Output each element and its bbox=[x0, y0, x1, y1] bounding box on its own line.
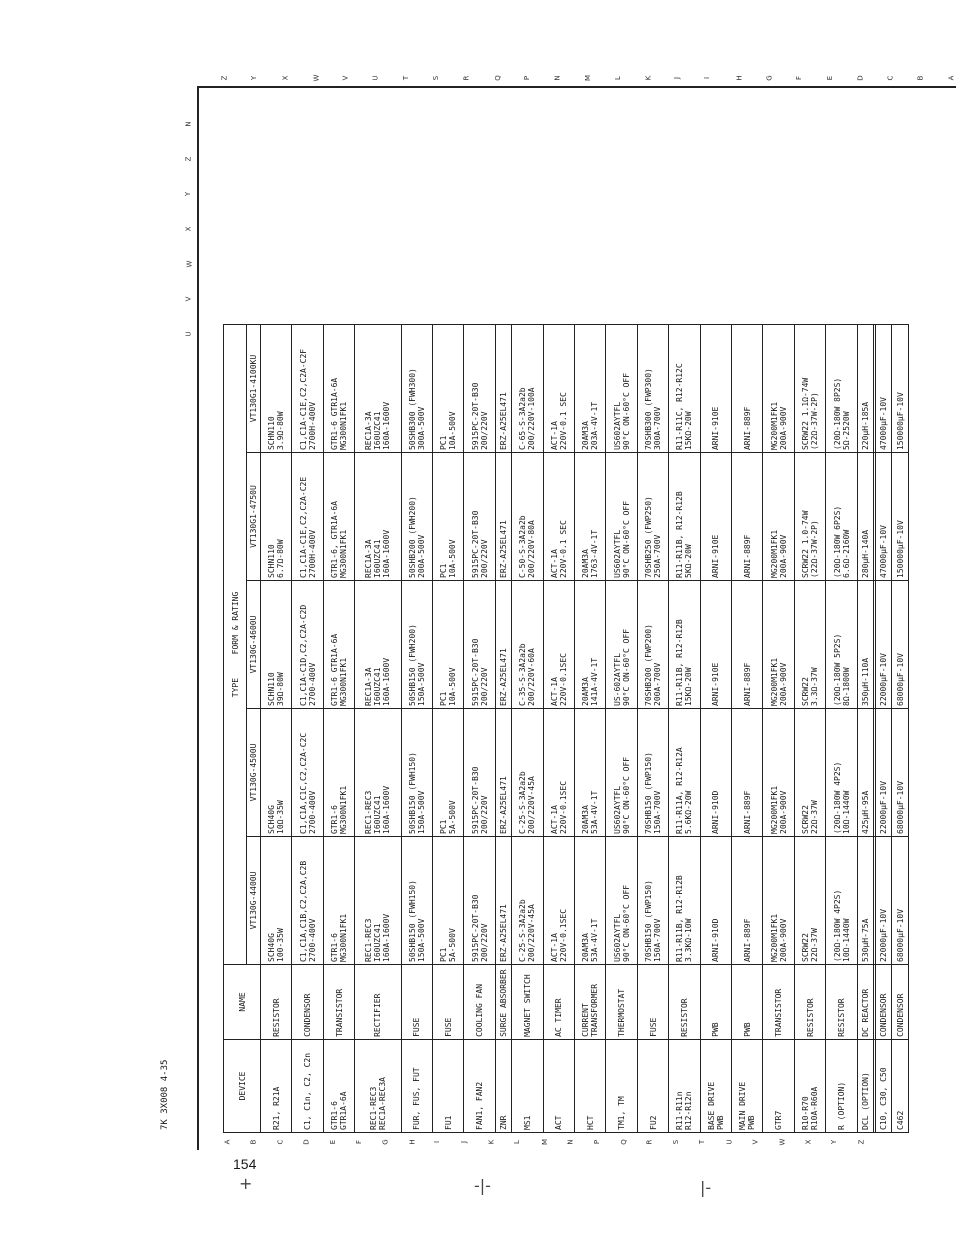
table-row bbox=[543, 325, 574, 1133]
spec-cell: R11-R11C, R12-R12C 15KΩ-20W bbox=[669, 325, 700, 453]
spec-cell: (20Ω-180W 8P2S) 5Ω-2520W bbox=[826, 325, 857, 453]
name-cell: CONDENSOR bbox=[292, 964, 323, 1039]
spec-cell: 50SHB150 (FWH200) 150A-500V bbox=[401, 581, 432, 709]
spec-cell: PC1 10A-500V bbox=[432, 453, 463, 581]
ruler-letter: X bbox=[804, 1139, 813, 1145]
ruler-letter: N bbox=[553, 75, 562, 81]
spec-cell: 68000μF-10V bbox=[892, 581, 909, 709]
spec-cell: GTR1-6 MG300N1FK1 bbox=[323, 836, 354, 964]
spec-cell: ARNI-910E bbox=[700, 453, 731, 581]
ruler-letter: D bbox=[856, 75, 865, 81]
ruler-letter: C bbox=[886, 75, 895, 81]
table-row bbox=[401, 325, 432, 1133]
spec-cell: ERZ-A25EL471 bbox=[495, 581, 512, 709]
ruler-letter: H bbox=[735, 75, 744, 81]
ruler-top bbox=[197, 74, 954, 86]
ruler-letter: Q bbox=[493, 75, 502, 81]
spec-cell: SCRW22 3.3Ω-37W bbox=[794, 581, 825, 709]
ruler-letter: B bbox=[916, 75, 925, 81]
ruler-letter: U bbox=[371, 75, 380, 81]
table-row bbox=[355, 325, 401, 1133]
spec-cell: ACT-1A 220V-0.1SEC bbox=[543, 581, 574, 709]
table-row bbox=[261, 325, 292, 1133]
ruler-letter: I bbox=[433, 1140, 442, 1144]
spec-cell: ERZ-A25EL471 bbox=[495, 453, 512, 581]
spec-cell: 280μH-140A bbox=[857, 453, 874, 581]
spec-cell: SCH40G 100-35W bbox=[261, 836, 292, 964]
table-row bbox=[794, 325, 825, 1133]
spec-cell: ARNI-889F bbox=[732, 325, 763, 453]
table-row bbox=[512, 325, 543, 1133]
table-row bbox=[669, 325, 700, 1133]
spec-cell: ACT-1A 220V-0.1 SEC bbox=[543, 325, 574, 453]
header-form: FORM & RATING bbox=[230, 591, 240, 655]
doc-id: 7K 3X008 4-35 bbox=[160, 1059, 170, 1130]
table-row bbox=[732, 325, 763, 1133]
ruler-letter: V bbox=[341, 75, 350, 81]
name-cell: PWB bbox=[732, 964, 763, 1039]
ruler-letter: D bbox=[302, 1139, 311, 1145]
name-cell: RESISTOR bbox=[826, 964, 857, 1039]
table-row bbox=[495, 325, 512, 1133]
spec-cell: C-25-S-3A2a2b 200/220V-45A bbox=[512, 836, 543, 964]
spec-cell: R11-R11B, R12-R12B 15KΩ-20W bbox=[669, 581, 700, 709]
spec-cell: R11-R11B, R12-R12B 5KΩ-20W bbox=[669, 453, 700, 581]
spec-cell: US602AYTFL 90°C ON-60°C OFF bbox=[606, 325, 637, 453]
spec-cell: 68000μF-10V bbox=[892, 836, 909, 964]
device-cell: TM1, TM bbox=[606, 1039, 637, 1132]
ruler-letter: Z bbox=[184, 156, 193, 162]
ruler-letter: X bbox=[184, 226, 193, 232]
header-model: VT130G-4400U bbox=[247, 836, 261, 964]
device-cell: R21, R21A bbox=[261, 1039, 292, 1132]
name-cell: FUSE bbox=[637, 964, 668, 1039]
device-cell: C462 bbox=[892, 1039, 909, 1132]
device-cell: FU1 bbox=[432, 1039, 463, 1132]
spec-cell: 20AM3A 53A-4V-1T bbox=[575, 708, 606, 836]
device-cell: R (OPTION) bbox=[826, 1039, 857, 1132]
ruler-letter: P bbox=[522, 75, 531, 81]
table-row bbox=[892, 325, 909, 1133]
ruler-letter: K bbox=[644, 75, 653, 81]
spec-cell: 20AM3A 141A-4V-1T bbox=[575, 581, 606, 709]
table-row bbox=[292, 325, 323, 1133]
spec-cell: C-25-S-3A2a2b 200/220V-45A bbox=[512, 708, 543, 836]
name-cell: CURRENT TRANSFORMER bbox=[575, 964, 606, 1039]
ruler-letter: Z bbox=[220, 75, 229, 81]
spec-cell: 70SHB300 (FWP300) 300A-700V bbox=[637, 325, 668, 453]
device-cell: C10, C30, C50 bbox=[875, 1039, 892, 1132]
spec-cell: ARNI-889F bbox=[732, 708, 763, 836]
ruler-letter: N bbox=[184, 121, 193, 127]
spec-cell: 150000μF-10V bbox=[892, 453, 909, 581]
name-cell: RESISTOR bbox=[794, 964, 825, 1039]
spec-cell: 22000μF-10V bbox=[875, 581, 892, 709]
ruler-letter: I bbox=[703, 76, 712, 80]
ruler-letter: W bbox=[185, 260, 194, 268]
spec-cell: REC1A-3A I60UZC41 160A-1600V bbox=[355, 581, 401, 709]
spec-cell: SCH40G 10Ω-35W bbox=[261, 708, 292, 836]
ruler-letter: W bbox=[778, 1138, 787, 1146]
spec-cell: (20Ω-180W 5P2S) 8Ω-1800W bbox=[826, 581, 857, 709]
spec-cell: ARNI-910E bbox=[700, 325, 731, 453]
name-cell: PWB bbox=[700, 964, 731, 1039]
spec-cell: GTR1-6 GTR1A-6A MG300N1FK1 bbox=[323, 581, 354, 709]
ruler-letter: F bbox=[795, 75, 804, 81]
ruler-letter: B bbox=[249, 1139, 258, 1145]
table-row bbox=[432, 325, 463, 1133]
spec-cell: SCRW22 1.0-74W (22Ω-37W-2P) bbox=[794, 453, 825, 581]
device-cell: R10-R70 R10A-R60A bbox=[794, 1039, 825, 1132]
spec-cell: 70SHB150 (FWP150) 150A-700V bbox=[637, 836, 668, 964]
spec-cell: 530μH-75A bbox=[857, 836, 874, 964]
spec-cell: ACT-1A 220V-0.1 SEC bbox=[543, 453, 574, 581]
spec-cell: REC1A-3A I60UZC41 160A-1600V bbox=[355, 453, 401, 581]
name-cell: TRANSISTOR bbox=[323, 964, 354, 1039]
spec-cell: (20Ω-180W 4P2S) 10Ω-1440W bbox=[826, 836, 857, 964]
spec-cell: 350μH-110A bbox=[857, 581, 874, 709]
header-type-form bbox=[224, 325, 247, 965]
spec-cell: SCRW22 1.1Ω-74W (22Ω-37W-2P) bbox=[794, 325, 825, 453]
ruler-letter: J bbox=[673, 76, 682, 80]
device-cell: MAIN DRIVE PWB bbox=[732, 1039, 763, 1132]
spec-cell: PC1 5A-500V bbox=[432, 708, 463, 836]
ruler-letter: J bbox=[459, 1140, 468, 1144]
registration-mark: + bbox=[239, 1174, 253, 1193]
name-cell: SURGE ABSORBER bbox=[495, 964, 512, 1039]
ruler-bottom bbox=[225, 1138, 885, 1150]
spec-cell: PC1 5A-500V bbox=[432, 836, 463, 964]
name-cell: TRANSISTOR bbox=[763, 964, 794, 1039]
ruler-letter: M bbox=[584, 74, 593, 82]
ruler-letter: A bbox=[223, 1139, 232, 1145]
ruler-letter: T bbox=[401, 75, 410, 81]
name-cell: AC TIMER bbox=[543, 964, 574, 1039]
spec-cell: ARNI-910D bbox=[700, 836, 731, 964]
table-row bbox=[763, 325, 794, 1133]
registration-mark: |- bbox=[700, 1178, 712, 1197]
header-type: TYPE bbox=[230, 677, 240, 698]
registration-mark: -|- bbox=[474, 1176, 491, 1195]
spec-cell: REC1-REC3 I60UZC41 160A-1600V bbox=[355, 836, 401, 964]
spec-cell: 220μH-185A bbox=[857, 325, 874, 453]
spec-cell: 5915PC-20T-B30 200/220V bbox=[464, 325, 495, 453]
spec-cell: ARNI-889F bbox=[732, 581, 763, 709]
spec-cell: C-50-S-3A2a2b 200/220V-80A bbox=[512, 453, 543, 581]
spec-cell: ARNI-910D bbox=[700, 708, 731, 836]
ruler-letter: R bbox=[462, 75, 471, 81]
spec-cell: MG200M1FK1 200A-900V bbox=[763, 453, 794, 581]
spec-cell: ACT-1A 220V-0.1SEC bbox=[543, 708, 574, 836]
device-cell: BASE DRIVE PWB bbox=[700, 1039, 731, 1132]
spec-cell: US602AYTFL 90°C ON-60°C OFF bbox=[606, 453, 637, 581]
ruler-letter: Z bbox=[856, 1139, 865, 1145]
ruler-letter: L bbox=[513, 1140, 522, 1144]
name-cell: COOLING FAN bbox=[464, 964, 495, 1039]
ruler-letter: F bbox=[355, 1139, 364, 1145]
table-row bbox=[637, 325, 668, 1133]
ruler-letter: H bbox=[408, 1139, 417, 1145]
device-cell: R11-R11n R12-R12n bbox=[669, 1039, 700, 1132]
spec-cell: ACT-1A 220V-0.1SEC bbox=[543, 836, 574, 964]
spec-cell: C1,C1A,C1B,C2,C2A,C2B 2700-400V bbox=[292, 836, 323, 964]
ruler-letter: N bbox=[566, 1139, 575, 1145]
ruler-letter: W bbox=[312, 74, 321, 82]
header-model: VT130G-4600U bbox=[247, 581, 261, 709]
table-row bbox=[606, 325, 637, 1133]
ruler-letter: E bbox=[825, 75, 834, 81]
spec-cell: US602AYTFL 90°C ON-60°C OFF bbox=[606, 708, 637, 836]
device-cell: ZNR bbox=[495, 1039, 512, 1132]
spec-cell: ARNI-910E bbox=[700, 581, 731, 709]
spec-cell: 70SHB150 (FWP150) 150A-700V bbox=[637, 708, 668, 836]
ruler-letter: G bbox=[765, 75, 774, 81]
spec-cell: REC1A-3A I60UZC41 160A-1600V bbox=[355, 325, 401, 453]
spec-cell: 20AM3A 203A-4V-1T bbox=[575, 325, 606, 453]
table-row bbox=[323, 325, 354, 1133]
spec-cell: 425μH-95A bbox=[857, 708, 874, 836]
ruler-letter: C bbox=[276, 1139, 285, 1145]
device-cell: FU2 bbox=[637, 1039, 668, 1132]
spec-cell: MG200M1FK1 200A-900V bbox=[763, 836, 794, 964]
rotated-table-container bbox=[223, 324, 909, 1133]
ruler-letter: A bbox=[947, 75, 956, 81]
spec-cell: GTR1-6 MG300N1FK1 bbox=[323, 708, 354, 836]
device-cell: FAN1, FAN2 bbox=[464, 1039, 495, 1132]
spec-cell: SCRW22 22Ω-37W bbox=[794, 708, 825, 836]
ruler-letter: Q bbox=[619, 1139, 628, 1145]
ruler-letter: X bbox=[280, 75, 289, 81]
ruler-letter: P bbox=[592, 1139, 601, 1145]
spec-cell: 150000μF-10V bbox=[892, 325, 909, 453]
spec-cell: C-65-S-3A2a2b 200/220V-100A bbox=[512, 325, 543, 453]
ruler-left bbox=[186, 120, 198, 1120]
spec-cell: 5915PC-20T-B30 200/220V bbox=[464, 581, 495, 709]
table-row bbox=[826, 325, 857, 1133]
spec-cell: (20Ω-180W 6P2S) 6.6Ω-2160W bbox=[826, 453, 857, 581]
spec-cell: SCHN110 6.7Ω-80W bbox=[261, 453, 292, 581]
name-cell: FUSE bbox=[432, 964, 463, 1039]
table-row bbox=[575, 325, 606, 1133]
spec-cell: C1,C1A-C1D,C2,C2A-C2D 2700-400V bbox=[292, 581, 323, 709]
spec-cell: 50SHB300 (FWH300) 300A-500V bbox=[401, 325, 432, 453]
header-model: VT130G-4500U bbox=[247, 708, 261, 836]
spec-cell: ERZ-A25EL471 bbox=[495, 325, 512, 453]
spec-cell: PC1 10A-500V bbox=[432, 325, 463, 453]
table-row bbox=[857, 325, 874, 1133]
spec-cell: 50SHB200 (FWH200) 200A-500V bbox=[401, 453, 432, 581]
name-cell: RESISTOR bbox=[669, 964, 700, 1039]
spec-cell: 22000μF-10V bbox=[875, 836, 892, 964]
ruler-letter: R bbox=[645, 1139, 654, 1145]
header-name: NAME bbox=[224, 964, 261, 1039]
spec-cell: 5915PC-20T-B30 200/220V bbox=[464, 836, 495, 964]
device-cell: ACT bbox=[543, 1039, 574, 1132]
ruler-letter: Y bbox=[184, 191, 193, 197]
spec-cell: MG200M1FK1 200A-900V bbox=[763, 581, 794, 709]
device-cell: C1, C1n, C2, C2n bbox=[292, 1039, 323, 1132]
spec-cell: REC1-REC3 I60UZC41 160A-1600V bbox=[355, 708, 401, 836]
spec-cell: 70SHB250 (FWP250) 250A-700V bbox=[637, 453, 668, 581]
spec-cell: 47000μF-10V bbox=[875, 453, 892, 581]
ruler-letter: E bbox=[328, 1139, 337, 1145]
device-cell: FUR, FUS, FUT bbox=[401, 1039, 432, 1132]
spec-cell: GTR1-6, GTR1A-6A MG300N1FK1 bbox=[323, 453, 354, 581]
table-row bbox=[700, 325, 731, 1133]
spec-cell: 22000μF-10V bbox=[875, 708, 892, 836]
name-cell: CONDENSOR bbox=[875, 964, 892, 1039]
spec-cell: C1,C1A-C1E,C2,C2A-C2F 2700H-400V bbox=[292, 325, 323, 453]
spec-cell: R11-R11A, R12-R12A 5.6KΩ-20W bbox=[669, 708, 700, 836]
name-cell: DC REACTOR bbox=[857, 964, 874, 1039]
device-cell: GTR1-6 GTR1A-6A bbox=[323, 1039, 354, 1132]
ruler-letter: G bbox=[382, 1139, 391, 1145]
name-cell: RESISTOR bbox=[261, 964, 292, 1039]
device-cell: REC1-REC3 REC1A-REC3A bbox=[355, 1039, 401, 1132]
table-row bbox=[464, 325, 495, 1133]
ruler-letter: V bbox=[184, 296, 193, 302]
header-device: DEVICE bbox=[224, 1039, 261, 1132]
ruler-letter: L bbox=[613, 76, 622, 80]
ruler-letter: K bbox=[487, 1139, 496, 1145]
ruler-letter: S bbox=[672, 1139, 681, 1145]
spec-cell: SCHN110 39Ω-80W bbox=[261, 581, 292, 709]
spec-cell: 68000μF-10V bbox=[892, 708, 909, 836]
ruler-letter: V bbox=[751, 1139, 760, 1145]
device-cell: MS1 bbox=[512, 1039, 543, 1132]
ruler-letter: Y bbox=[830, 1139, 839, 1145]
spec-cell: 50SHB150 (FWH150) 150A-500V bbox=[401, 836, 432, 964]
ruler-letter: M bbox=[540, 1138, 549, 1146]
spec-cell: 20AM3A 1763-4V-1T bbox=[575, 453, 606, 581]
spec-cell: GTR1-6 GTR1A-6A MG300N1FK1 bbox=[323, 325, 354, 453]
spec-cell: 50SHB150 (FWH150) 150A-500V bbox=[401, 708, 432, 836]
spec-cell: C-35-S-3A2a2b 200/220V-60A bbox=[512, 581, 543, 709]
device-cell: DCL (OPTION) bbox=[857, 1039, 874, 1132]
ruler-letter: U bbox=[725, 1139, 734, 1145]
parts-table bbox=[223, 324, 909, 1133]
ruler-letter: Y bbox=[250, 75, 259, 81]
name-cell: THERMOSTAT bbox=[606, 964, 637, 1039]
name-cell: FUSE bbox=[401, 964, 432, 1039]
spec-cell: ERZ-A25EL471 bbox=[495, 836, 512, 964]
spec-cell: ARNI-889F bbox=[732, 453, 763, 581]
table-row bbox=[875, 325, 892, 1133]
spec-cell: R11-R11B, R12-R12B 3.3KΩ-10W bbox=[669, 836, 700, 964]
spec-cell: C1,C1A,C1C,C2,C2A-C2C 2700-400V bbox=[292, 708, 323, 836]
spec-cell: C1,C1A-C1E,C2,C2A-C2E 2700H-400V bbox=[292, 453, 323, 581]
ruler-letter: S bbox=[432, 75, 441, 81]
spec-cell: SCHN110 3.9Ω-80W bbox=[261, 325, 292, 453]
header-model: VT130G1-4750U bbox=[247, 453, 261, 581]
device-cell: HCT bbox=[575, 1039, 606, 1132]
name-cell: MAGNET SWITCH bbox=[512, 964, 543, 1039]
spec-cell: ARNI-889F bbox=[732, 836, 763, 964]
header-model: VT130G1-4100KU bbox=[247, 325, 261, 453]
ruler-letter: U bbox=[184, 331, 193, 337]
spec-cell: 5915PC-20T-B30 200/220V bbox=[464, 453, 495, 581]
spec-cell: (20Ω-180W 4P2S) 10Ω-1440W bbox=[826, 708, 857, 836]
page-number: 154 bbox=[233, 1156, 257, 1172]
spec-cell: MG200M1FK1 200A-900V bbox=[763, 708, 794, 836]
spec-cell: 70SHB200 (FWP200) 200A-700V bbox=[637, 581, 668, 709]
name-cell: CONDENSOR bbox=[892, 964, 909, 1039]
device-cell: GTR7 bbox=[763, 1039, 794, 1132]
spec-cell: SCRW22 22Ω-37W bbox=[794, 836, 825, 964]
spec-cell: 5915PC-20T-B30 200/220V bbox=[464, 708, 495, 836]
spec-cell: 20AM3A 53A-4V-1T bbox=[575, 836, 606, 964]
spec-cell: MG200M1FK1 200A-900V bbox=[763, 325, 794, 453]
spec-cell: US-602AYTFL 90°C ON-60°C OFF bbox=[606, 581, 637, 709]
ruler-letter: T bbox=[698, 1139, 707, 1145]
spec-cell: PC1 10A-500V bbox=[432, 581, 463, 709]
spec-cell: ERZ-A25EL471 bbox=[495, 708, 512, 836]
name-cell: RECTIFIER bbox=[355, 964, 401, 1039]
spec-cell: US602AYTFL 90°C ON-60°C OFF bbox=[606, 836, 637, 964]
spec-cell: 47000μF-10V bbox=[875, 325, 892, 453]
